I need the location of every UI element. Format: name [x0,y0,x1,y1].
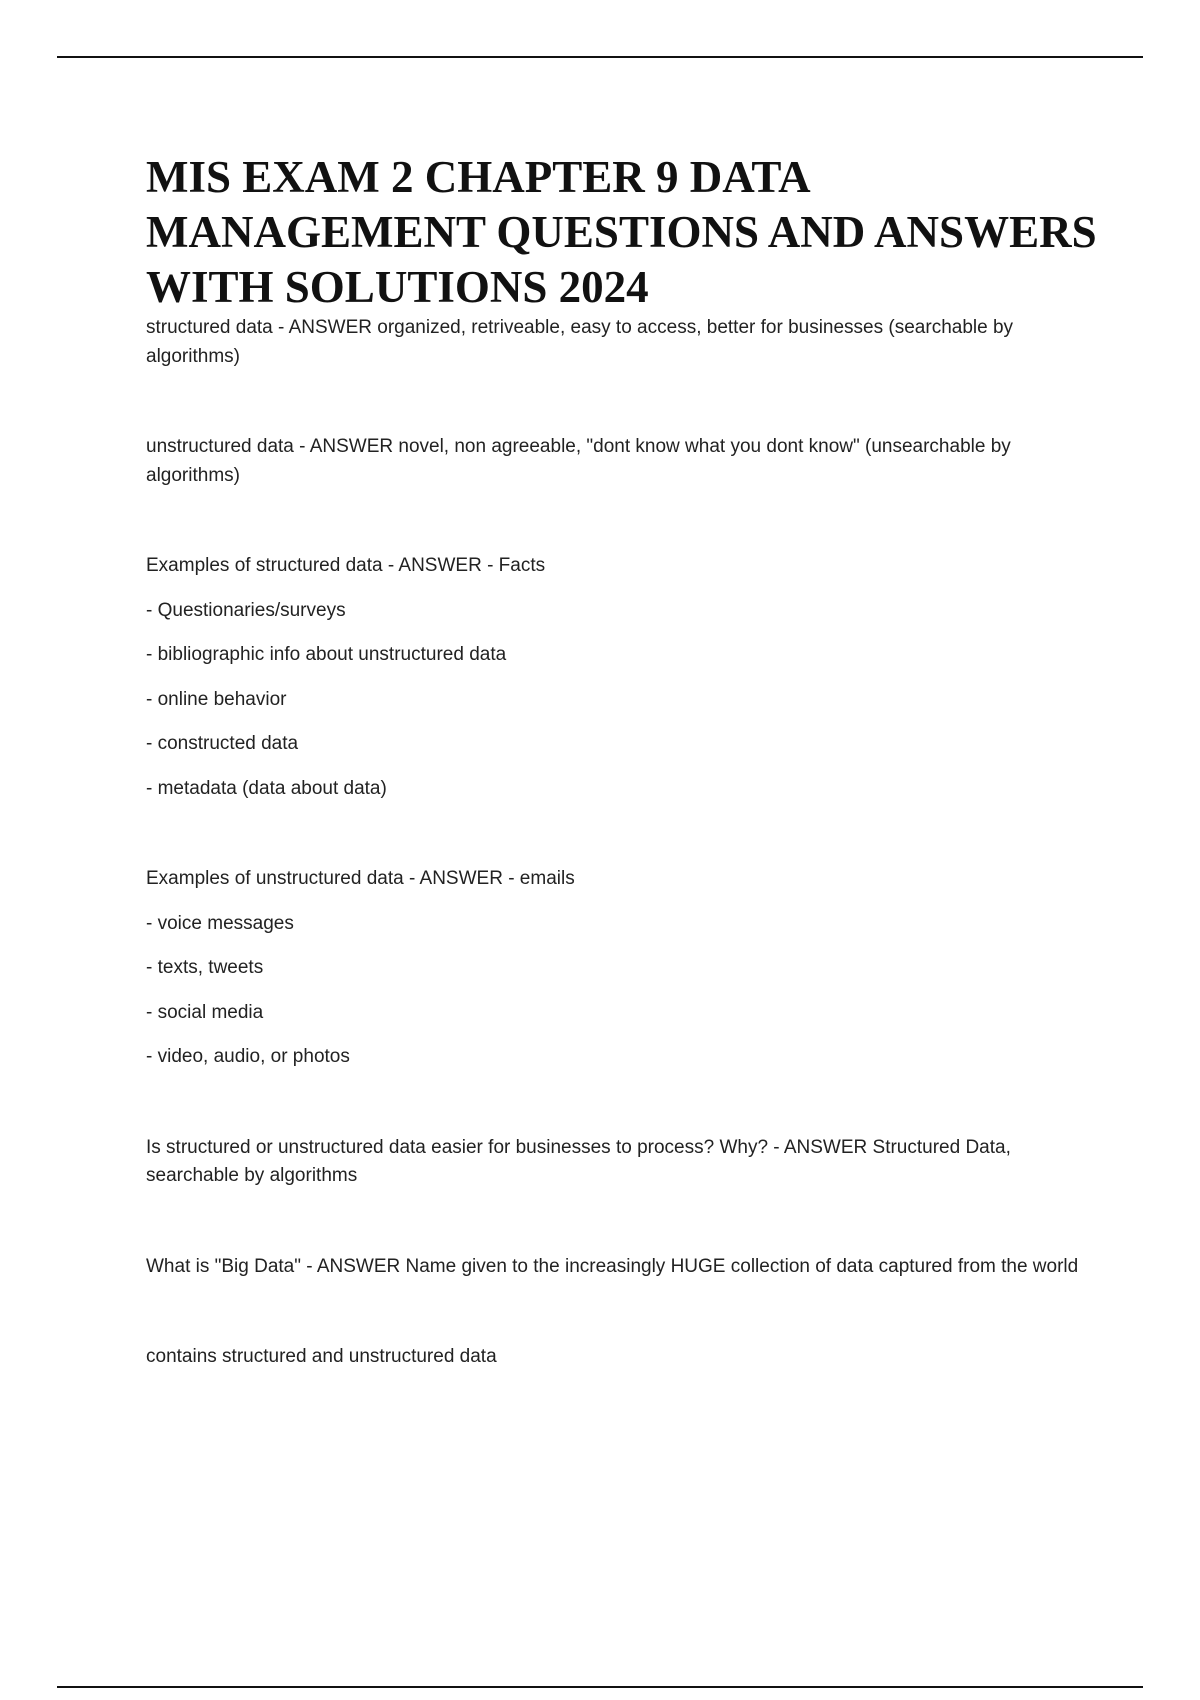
list-item: - online behavior [146,688,287,710]
qa-entry-unstructured-examples: Examples of unstructured data - ANSWER - emails [146,868,575,889]
bottom-divider [57,1686,1143,1688]
qa-entry-unstructured-data: unstructured data - ANSWER novel, non agreeable, "dont know what you dont know" (unsearchable by algorithms) [146,436,1011,486]
document-body [146,314,1091,1372]
qa-entry-big-data: What is "Big Data" - ANSWER Name given to the increasingly HUGE collection of data captured from the world [146,1255,1079,1277]
list-item: - metadata (data about data) [146,777,387,799]
list-item: - bibliographic info about unstructured data [146,644,507,665]
list-item: - social media [146,1001,264,1023]
list-item: - texts, tweets [146,957,264,978]
list-item: - constructed data [146,733,299,754]
document-title: MIS EXAM 2 CHAPTER 9 DATA MANAGEMENT QUESTIONS AND ANSWERS WITH SOLUTIONS 2024 [146,152,1097,312]
list-item: - voice messages [146,912,294,934]
qa-entry-continuation: contains structured and unstructured data [146,1346,497,1367]
list-item: - Questionaries/surveys [146,599,346,621]
qa-entry-structured-examples: Examples of structured data - ANSWER - Facts [146,555,546,576]
qa-entry-easier-to-process: Is structured or unstructured data easier for businesses to process? Why? - ANSWER Structured Data, searchable by algorithms [146,1136,1011,1186]
list-item: - video, audio, or photos [146,1046,350,1067]
qa-entry-structured-data: structured data - ANSWER organized, retriveable, easy to access, better for businesses (searchable by algorithms) [146,317,1014,367]
top-divider [57,56,1143,58]
